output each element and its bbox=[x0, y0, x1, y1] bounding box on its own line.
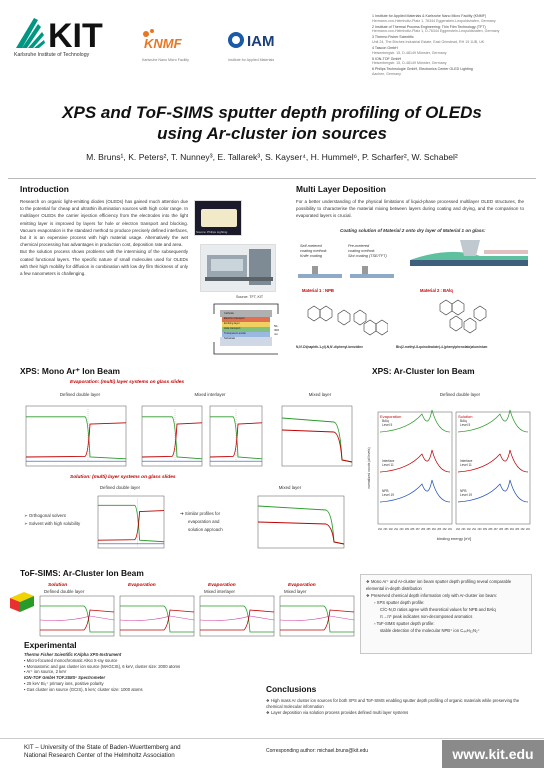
affiliation-name: 2 Institute of Thermal Process Engineering: Thin Film Technology (TFT) bbox=[372, 24, 486, 29]
x-tick-label: 292 bbox=[388, 528, 393, 531]
stack-layer-eml: Emitting layer bbox=[224, 322, 240, 325]
summary-sub-1-text: XPS sputter depth profile: bbox=[376, 600, 425, 605]
experimental-heading: Experimental bbox=[24, 640, 77, 650]
mld-body: For a better understanding of the physical limitations of liquid-phase processed multilayer OLED structures, the possibility to characterise the material mixing between layers during coating and drying, and the comparison to evaporated layers is crucial. bbox=[296, 199, 524, 219]
kit-wordmark: KIT bbox=[48, 17, 103, 50]
panel-label-evaporation: Evaporation bbox=[380, 414, 402, 419]
x-tick-label: 288 bbox=[410, 528, 415, 531]
stack-layer-htl: Hole transport bbox=[224, 327, 241, 330]
iam-logo bbox=[228, 28, 286, 62]
summary-sub-3-text: π→π* peak indicates non-decomposed aromatics bbox=[380, 614, 473, 619]
summary-sub-1 bbox=[366, 599, 528, 606]
x-tick-label: 290 bbox=[477, 528, 482, 531]
coating-schematic-right bbox=[410, 236, 528, 274]
knmf-subtitle: Karlsruhe Nano Micro Facility bbox=[142, 58, 189, 62]
pre-metered-label bbox=[348, 244, 387, 259]
xps-mono-sol-chart-left bbox=[96, 492, 166, 550]
affiliation-name: 3 Thermo Fisher Scientific bbox=[372, 35, 414, 40]
coating-caption: Coating solution of Material 2 onto dry layer of Material 1 on glass: bbox=[340, 228, 486, 233]
stack-thickness-label: 50-300 nm bbox=[274, 324, 280, 336]
exp1-item-3-text: Ar⁺ ion source, 2 keV bbox=[26, 669, 67, 675]
iam-logo-mark bbox=[228, 28, 286, 52]
x-tick-label: 283 bbox=[515, 528, 520, 531]
affiliation-item bbox=[372, 57, 536, 66]
kit-logo-mark bbox=[14, 14, 124, 50]
spectrum-label: Level 5 bbox=[382, 423, 393, 427]
affiliation-address: Hermann-von-Helmholtz-Platz 1, D-76344 Eggenstein-Leopoldshafen, Germany bbox=[372, 29, 500, 34]
x-tick-label: 289 bbox=[482, 528, 487, 531]
kit-subtitle: Karlsruhe Institute of Technology bbox=[14, 52, 90, 58]
coating-machine-image bbox=[200, 244, 276, 292]
affiliation-item bbox=[372, 46, 536, 55]
x-tick-label: 291 bbox=[472, 528, 477, 531]
affiliation-address: Heisenbergstr. 15, D-48149 Münster, Germany bbox=[372, 50, 447, 55]
x-tick-label: 286 bbox=[421, 528, 426, 531]
conclusion-item-2-text: Layer deposition via solution process provides defined multi layer systems bbox=[270, 710, 409, 715]
conclusions-content bbox=[266, 698, 526, 716]
summary-item-2-text: Preserved chemical depth information only with Ar-cluster ion beam: bbox=[370, 593, 498, 598]
xps-mono-sol-chart-right bbox=[256, 492, 346, 550]
experimental-content bbox=[24, 652, 224, 693]
conclusion-item-2 bbox=[266, 710, 526, 716]
conclusions-heading: Conclusions bbox=[266, 684, 317, 694]
npb-structure-drawing bbox=[298, 296, 388, 340]
self-metered-label bbox=[300, 244, 327, 259]
diamond-bullet-icon: ❖ bbox=[266, 698, 270, 703]
intro-body bbox=[20, 198, 188, 277]
footer-institution-line-1: KIT – University of the State of Baden-Wuerttemberg and bbox=[24, 744, 181, 751]
summary-sub-4-text: ToF-SIMS sputter depth profile: bbox=[376, 621, 435, 626]
summary-sub-2-text: C/C-N,O ratios agree with theoretical values for NPB and BAlq bbox=[380, 607, 496, 612]
exp1-item-3: ▪ Ar⁺ ion source, 2 keV bbox=[24, 669, 67, 675]
x-tick-label: 285 bbox=[504, 528, 509, 531]
tof-group-title: Mixed layer bbox=[284, 589, 307, 594]
spectrum-label: Level 11 bbox=[460, 463, 472, 467]
intro-paragraph-2: But the solution process shows problems with the intermixing of the subsequently coated functional layers. The specific nature of small molecules used for OLEDs with their high mobility for diffusion in combination with low dry film thickness of only a few nanometers is challenging. bbox=[20, 249, 188, 277]
similar-profiles-text-3: solution approach bbox=[188, 527, 223, 532]
x-tick-label: 291 bbox=[394, 528, 399, 531]
affiliation-address: Aachen, Germany bbox=[372, 72, 401, 77]
tof-group-kind: Evaporation bbox=[288, 583, 316, 588]
x-tick-label: 281 bbox=[448, 528, 452, 531]
affiliation-item bbox=[372, 35, 536, 44]
exp2-item-1-text: 25 keV Bi₃⁺ primary ions, positive polarity bbox=[26, 680, 104, 686]
self-metered-line-3: Knife coating bbox=[300, 254, 322, 258]
xps-mono-evap-charts bbox=[24, 400, 354, 472]
spectrum-label: Level 19 bbox=[460, 493, 473, 497]
x-tick-label: 282 bbox=[520, 528, 525, 531]
x-tick-label: 284 bbox=[509, 528, 514, 531]
spectrum-label: BAlq bbox=[460, 419, 467, 423]
affiliation-address: Hermann-von-Helmholtz-Platz 1, 76344 Eggenstein-Leopoldshafen, Germany bbox=[372, 18, 496, 23]
header-divider bbox=[8, 178, 536, 179]
spectrum-label: NPB bbox=[460, 489, 467, 493]
spectrum-label: NPB bbox=[382, 489, 389, 493]
kit-website-link[interactable]: www.kit.edu bbox=[442, 740, 544, 768]
summary-content bbox=[366, 578, 528, 634]
stack-layer-etl: Electron transport bbox=[224, 317, 245, 320]
spectrum-label: Interface bbox=[382, 459, 395, 463]
affiliation-name: 6 Philips Technologie GmbH, Electronics Center OLED Lighting bbox=[372, 67, 473, 72]
x-tick-label: 282 bbox=[442, 528, 447, 531]
summary-sub-5-text: stable detection of the molecular NPB⁺ ion C₄₄H₃₂N₂⁺ bbox=[380, 628, 480, 633]
intro-paragraph-1: Research on organic light-emitting diodes (OLEDs) has gained much attention due to the potential for cheap and ultrathin illumination sources with high color range. In multilayer OLEDs the carrier injection efficiency from the electrodes into the light emitting layer is improved by layers for hole or electron transport and blocking. Vacuum evaporation is the standard method to produce precisely defined interfaces, but it is an expensive process with high material usage. Alternatively the wet chemical processing has advantages in production cost, deposition rate and area. bbox=[20, 199, 188, 248]
exp2-item-1: ▪ 25 keV Bi₃⁺ primary ions, positive polarity bbox=[24, 680, 104, 686]
poster-title-line-2: using Ar-cluster ion sources bbox=[157, 124, 387, 143]
stack-layer-anode: Transparent anode bbox=[224, 332, 246, 335]
machine-source-label: Source: TFT, KIT bbox=[236, 295, 264, 299]
pre-metered-line-2: coating method: bbox=[348, 249, 376, 253]
affiliation-address: Unit 24, The Birches Industrial Estate, East Grinstead, RH 19 1UB, UK bbox=[372, 39, 485, 44]
iam-subtitle: Institute for Applied Materials bbox=[228, 58, 275, 62]
solution-bullets bbox=[24, 512, 80, 528]
footer-institution bbox=[24, 744, 181, 760]
tof-group-title: Defined double layer bbox=[44, 589, 85, 594]
x-tick-label: 293 bbox=[383, 528, 388, 531]
material-1-text: Material 1 : NPB bbox=[302, 288, 334, 293]
stack-layer-cathode: Cathode bbox=[224, 312, 234, 315]
xps-cluster-heading: XPS: Ar-Cluster Ion Beam bbox=[372, 366, 475, 376]
circle-bullet-icon: ▫ bbox=[374, 600, 376, 605]
affiliation-item bbox=[372, 67, 536, 76]
affiliation-name: 1 Institute for Applied Materials & Karlsruhe Nano Micro Facility (KNMF) bbox=[372, 14, 487, 18]
oled-photo-label: Source: Philips Lighting bbox=[196, 230, 228, 234]
oled-photo bbox=[194, 200, 242, 236]
xps-chart-4-title: Defined double layer bbox=[99, 485, 141, 490]
affiliation-address: Heisenbergstr. 15, D-48149 Münster, Germany bbox=[372, 61, 447, 66]
similar-profiles-text-2: evaporation and bbox=[188, 519, 220, 524]
tof-group-kind: Evaporation bbox=[208, 583, 236, 588]
x-tick-label: 290 bbox=[399, 528, 404, 531]
material-2-text: Material 2 : BAlq bbox=[420, 288, 453, 293]
diamond-bullet-icon: ❖ bbox=[266, 710, 270, 715]
material-2-fullname: Bis(2-methyl-8-quinolinolate)-4-(phenylphenolato)aluminium bbox=[396, 345, 488, 349]
x-tick-label: 287 bbox=[493, 528, 498, 531]
summary-item-2 bbox=[366, 592, 528, 599]
material-2-label bbox=[420, 288, 453, 293]
summary-item-1-text: Mono Ar⁺ and Ar-cluster ion beam sputter depth profiling reveal comparable elemental in-depth distribution bbox=[366, 579, 512, 591]
poster-title-line-1: XPS and ToF-SIMS sputter depth profiling of OLEDs bbox=[62, 103, 482, 122]
tof-group-kind: Solution bbox=[48, 583, 68, 588]
tof-3d-cube-drawing bbox=[8, 590, 36, 614]
similar-profiles-note bbox=[180, 510, 223, 534]
exp1-item-2-text: Monoatomic and gas cluster ion source (MAGCIS), 6 keV, cluster size: 2000 atoms bbox=[26, 663, 181, 669]
conclusion-item-1 bbox=[266, 698, 526, 710]
x-tick-label: 293 bbox=[461, 528, 466, 531]
summary-item-1 bbox=[366, 578, 528, 592]
affiliation-item bbox=[372, 14, 536, 23]
x-tick-label: 284 bbox=[431, 528, 436, 531]
exp1-item-2: ▪ Monoatomic and gas cluster ion source (MAGCIS), 6 keV, cluster size: 2000 atoms bbox=[24, 663, 181, 669]
coating-schematic-right-drawing bbox=[410, 236, 528, 274]
exp2-item-2-text: Gas cluster ion source (GCIS), 5 keV, cluster size: 1000 atoms bbox=[26, 686, 143, 692]
self-metered-line-2: coating method: bbox=[300, 249, 328, 253]
x-tick-label: 288 bbox=[488, 528, 493, 531]
iam-wordmark: IAM bbox=[247, 33, 275, 50]
similar-profiles-line-1 bbox=[180, 510, 223, 518]
material-1-fullname: N,N'-Di(naphth-1-yl)-N,N'-diphenyl-benzidine bbox=[296, 345, 364, 349]
x-tick-label: 281 bbox=[526, 528, 530, 531]
x-tick-label: 283 bbox=[437, 528, 442, 531]
solution-bullet-2-text: Solvent with high solubility bbox=[28, 521, 81, 526]
coating-schematic-left-drawing bbox=[298, 264, 398, 280]
exp1-item-1: ▪ Micro-focused monochromatic AlKα X-ray source bbox=[24, 657, 118, 663]
poster-title bbox=[20, 102, 524, 144]
affiliation-name: 5 ION-TOF GmbH bbox=[372, 56, 402, 61]
oled-stack-diagram bbox=[208, 302, 278, 360]
panel-label-solution: Solution bbox=[458, 414, 473, 419]
experimental-sub-2: ION-TOF GmbH TOF.SIMS⁵ Spectrometer bbox=[24, 675, 106, 681]
xps-chart-2-title: Mixed interlayer bbox=[194, 392, 226, 397]
xps-cluster-chart-title: Defined double layer bbox=[439, 392, 481, 397]
exp2-item-2: ▪ Gas cluster ion source (GCIS), 5 keV, cluster size: 1000 atoms bbox=[24, 686, 143, 692]
affiliation-name: 4 Tascon GmbH bbox=[372, 46, 398, 51]
kit-logo bbox=[14, 14, 124, 62]
xps-chart-5-title: Mixed layer bbox=[278, 485, 302, 490]
tof-group-kind: Evaporation bbox=[128, 583, 156, 588]
spectrum-label: Level 11 bbox=[382, 463, 394, 467]
x-tick-label: 294 bbox=[456, 528, 460, 531]
diamond-bullet-icon: ❖ bbox=[366, 593, 370, 598]
knmf-logo bbox=[142, 28, 204, 62]
balq-structure-drawing bbox=[430, 296, 490, 340]
xps-mono-heading: XPS: Mono Ar⁺ Ion Beam bbox=[20, 366, 120, 376]
x-tick-label: 286 bbox=[499, 528, 504, 531]
footer-institution-line-2: National Research Center of the Helmholtz Association bbox=[24, 752, 175, 759]
affiliations-list bbox=[372, 14, 536, 78]
y-axis-label: normalized counts (all levels) bbox=[367, 447, 371, 489]
xps-chart-1-title: Defined double layer bbox=[59, 392, 101, 397]
tof-heading: ToF-SIMS: Ar-Cluster Ion Beam bbox=[20, 568, 144, 578]
spectrum-label: BAlq bbox=[382, 419, 389, 423]
knmf-logo-mark bbox=[142, 28, 204, 52]
material-1-label bbox=[302, 288, 334, 293]
self-metered-line-1: Self-metered bbox=[300, 244, 322, 248]
x-tick-label: 294 bbox=[378, 528, 382, 531]
solution-caption: Solution: (multi) layer systems on glass slides bbox=[70, 475, 176, 480]
experimental-sub-1: Thermo Fisher Scientific KAlpha XPS-Instrument bbox=[24, 652, 122, 657]
intro-heading: Introduction bbox=[20, 184, 69, 194]
solution-bullet-1-text: Orthogonal solvent bbox=[28, 513, 66, 518]
diamond-bullet-icon: ❖ bbox=[366, 579, 370, 584]
affiliation-item bbox=[372, 25, 536, 34]
conclusion-item-1-text: High mass Ar cluster ion sources for both XPS and ToF-SIMS enabling sputter depth profiling of organic materials while preserving the chemical molecular information bbox=[266, 698, 520, 709]
xps-chart-3-title: Mixed layer bbox=[308, 392, 332, 397]
balq-structure bbox=[430, 296, 490, 340]
tof-3d-cube bbox=[8, 590, 36, 614]
x-tick-label: 292 bbox=[466, 528, 471, 531]
corresponding-author: Corresponding author: michael.bruns@kit.edu bbox=[266, 748, 369, 754]
pre-metered-line-1: Pre-metered bbox=[348, 244, 370, 248]
summary-sub-4 bbox=[366, 620, 528, 627]
exp1-item-1-text: Micro-focused monochromatic AlKα X-ray source bbox=[26, 657, 118, 663]
coating-machine-drawing bbox=[201, 245, 277, 293]
arrow-icon: ➔ bbox=[180, 511, 184, 516]
spectrum-label: Level 19 bbox=[382, 493, 395, 497]
evaporation-caption: Evaporation: (multi) layer systems on glass slides bbox=[70, 380, 185, 385]
similar-profiles-text-1: Similar profiles for bbox=[184, 511, 221, 516]
xps-cluster-chart bbox=[364, 402, 534, 552]
npb-structure bbox=[298, 296, 388, 340]
oled-photo-light bbox=[201, 209, 237, 227]
knmf-wordmark: KNMF bbox=[144, 36, 182, 51]
solution-bullet-1: ➢ Orthogonal solvent bbox=[24, 513, 66, 518]
coating-schematic-left bbox=[298, 264, 398, 280]
tof-group-title: Mixed interlayer bbox=[204, 589, 235, 594]
stack-layer-substrate: Substrate bbox=[224, 337, 236, 340]
stack-layer-labels bbox=[224, 311, 246, 341]
spectrum-label: Interface bbox=[460, 459, 473, 463]
x-tick-label: 287 bbox=[415, 528, 420, 531]
spectrum-label: Level 5 bbox=[460, 423, 471, 427]
tof-charts bbox=[36, 580, 366, 638]
pre-metered-line-3: Slot coating (TSE/TFT) bbox=[348, 254, 387, 258]
x-tick-label: 285 bbox=[426, 528, 431, 531]
circle-bullet-icon: ▫ bbox=[374, 621, 376, 626]
x-tick-label: 289 bbox=[404, 528, 409, 531]
solution-bullet-2: ➢ Solvent with high solubility bbox=[24, 521, 81, 526]
mld-heading: Multi Layer Deposition bbox=[296, 184, 386, 194]
authors-line: M. Bruns¹, K. Peters², T. Nunney³, E. Tallarek³, S. Kayser⁴, H. Hummel⁶, P. Scharfer², W. Schabel² bbox=[86, 152, 458, 162]
x-axis-label: binding energy [eV] bbox=[436, 536, 472, 541]
